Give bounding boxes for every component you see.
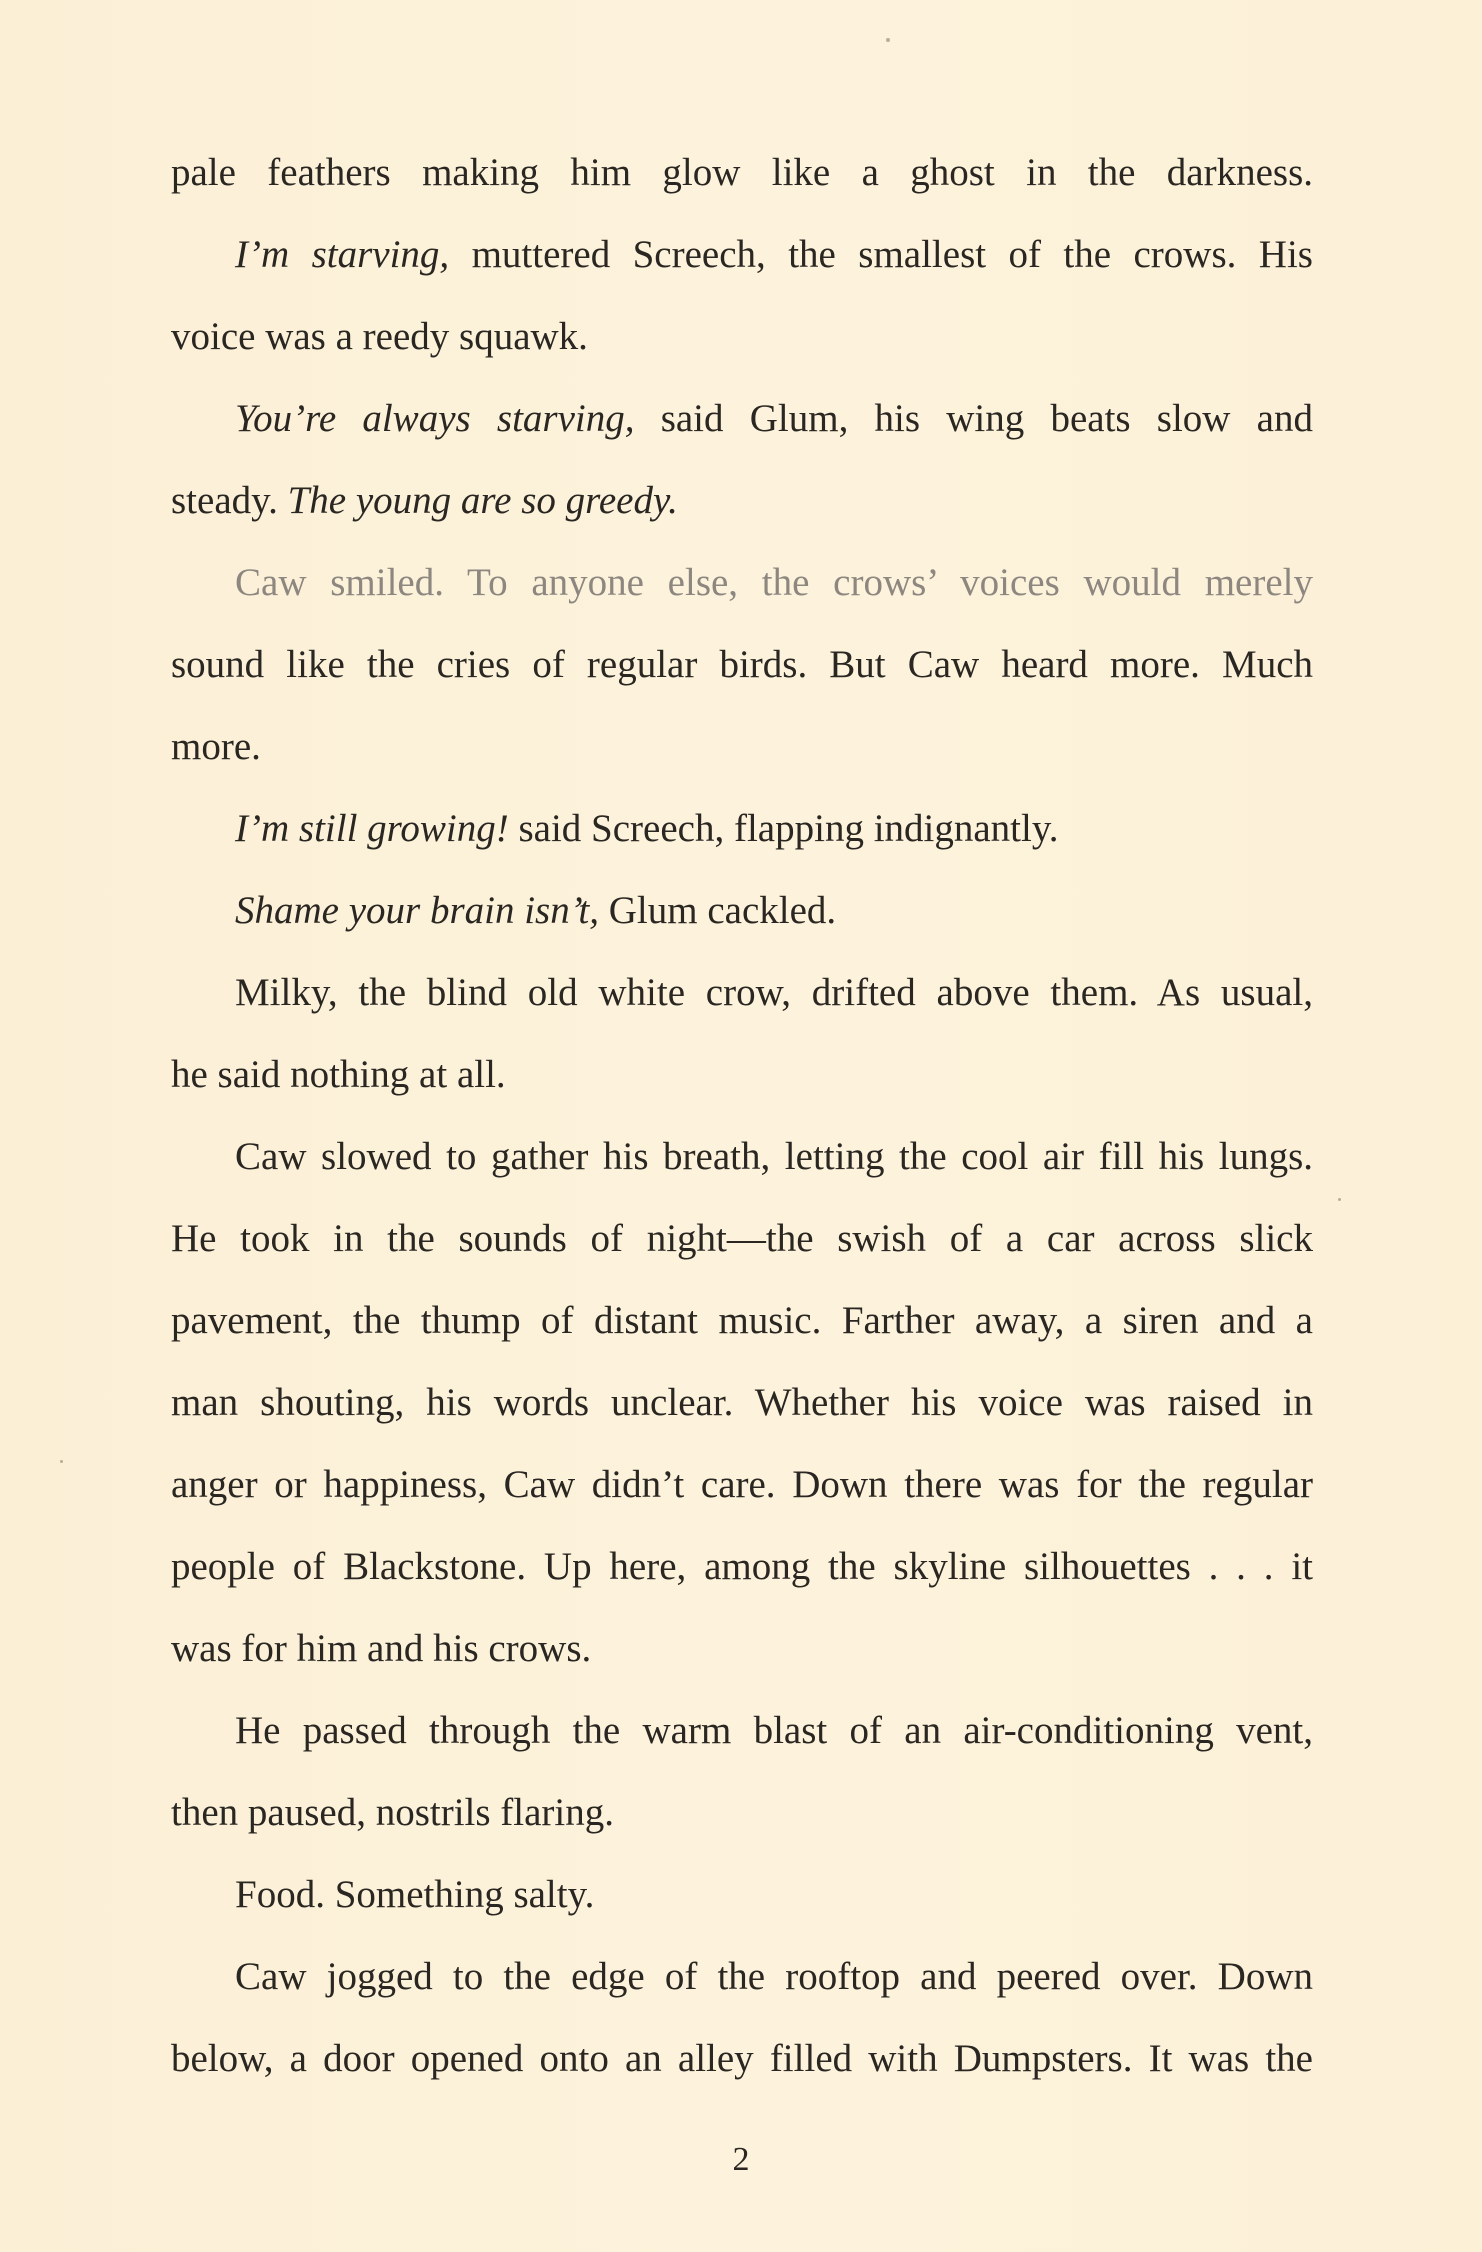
text-line: He passed through the warm blast of an air-conditioning vent, — [235, 1709, 1313, 1752]
text-line: You’re always starving, said Glum, his wing beats slow and — [235, 397, 1313, 440]
text-line: pale feathers making him glow like a ghost in the darkness. — [171, 151, 1313, 194]
text-line: Milky, the blind old white crow, drifted above them. As usual, — [235, 971, 1313, 1014]
italic-dialogue: The young are so greedy. — [287, 479, 678, 522]
text-line: steady. The young are so greedy. — [171, 479, 678, 522]
text-line: I’m still growing! said Screech, flapping indignantly. — [235, 807, 1059, 850]
body-text — [171, 132, 1313, 2100]
italic-dialogue: I’m starving, — [235, 233, 450, 276]
text-line: voice was a reedy squawk. — [171, 315, 588, 358]
paper-speck — [60, 1460, 63, 1463]
text-line: Shame your brain isn’t, Glum cackled. — [235, 889, 837, 932]
text-line: Caw jogged to the edge of the rooftop and peered over. Down — [235, 1955, 1313, 1998]
paper-speck — [886, 38, 890, 42]
italic-dialogue: You’re always starving, — [235, 397, 635, 440]
italic-dialogue: I’m still growing! — [235, 807, 509, 850]
paper-speck — [1338, 1198, 1341, 1201]
text-line: he said nothing at all. — [171, 1053, 506, 1096]
text-line: He took in the sounds of night—the swish of a car across slick — [171, 1217, 1313, 1260]
text-line: sound like the cries of regular birds. But Caw heard more. Much — [171, 643, 1313, 686]
text-line: then paused, nostrils flaring. — [171, 1791, 614, 1834]
text-line: I’m starving, muttered Screech, the smallest of the crows. His — [235, 233, 1313, 276]
text-line: more. — [171, 725, 261, 768]
text-line: was for him and his crows. — [171, 1627, 592, 1670]
text-line: people of Blackstone. Up here, among the skyline silhouettes . . . it — [171, 1545, 1313, 1588]
text-line: below, a door opened onto an alley filled with Dumpsters. It was the — [171, 2037, 1313, 2080]
text-line-faded: Caw smiled. To anyone else, the crows’ voices would merely — [235, 561, 1313, 604]
page-number: 2 — [732, 2141, 750, 2178]
text-line: man shouting, his words unclear. Whether his voice was raised in — [171, 1381, 1313, 1424]
text-line: anger or happiness, Caw didn’t care. Down there was for the regular — [171, 1463, 1313, 1506]
text-line: Caw slowed to gather his breath, letting the cool air fill his lungs. — [235, 1135, 1313, 1178]
text-line: Food. Something salty. — [235, 1873, 595, 1916]
text-line: pavement, the thump of distant music. Farther away, a siren and a — [171, 1299, 1313, 1342]
italic-dialogue: Shame your brain isn’t, — [235, 889, 599, 932]
